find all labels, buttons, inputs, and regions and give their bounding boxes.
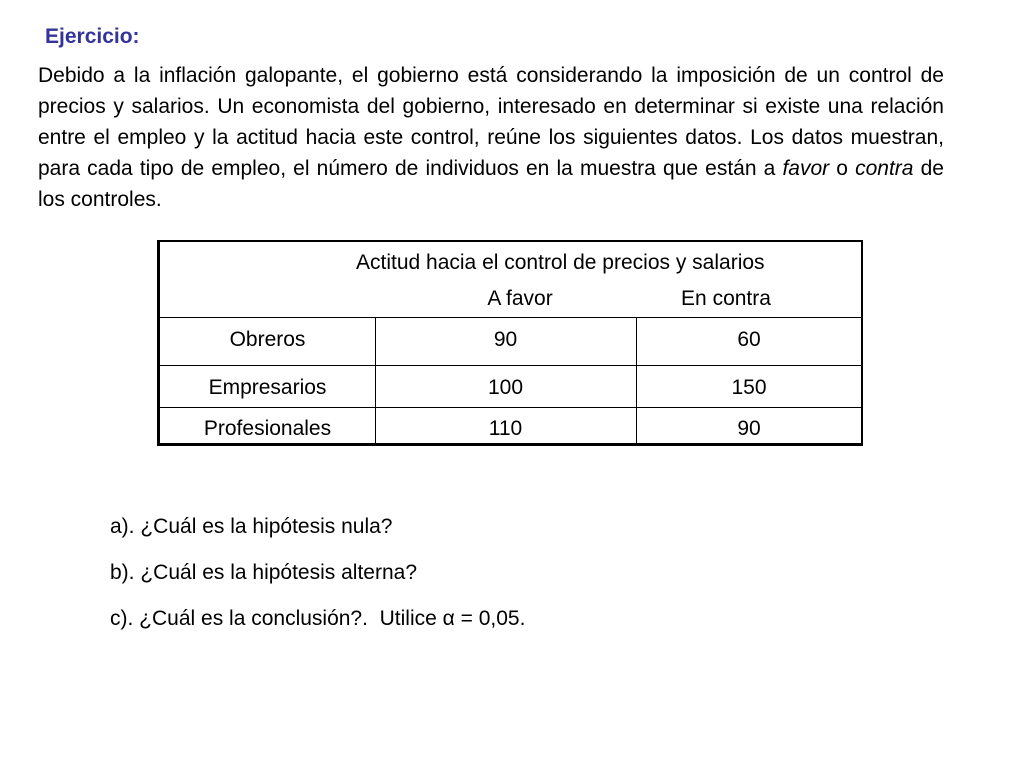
statement-text: Debido a la inflación galopante, el gobierno está considerando la imposición de un control de precios y salarios. Un economista del gobierno, interesado en determinar si existe una relación entre el empleo y la actitud hacia este control, reúne los siguientes datos. Los datos muestran, para cada tipo de empleo, el número de individuos en la muestra que están a bbox=[38, 64, 944, 180]
table-cell: 110 bbox=[488, 417, 523, 440]
table-cell: 100 bbox=[487, 376, 524, 399]
table-cell: 150 bbox=[731, 376, 767, 399]
column-header-favor: A favor bbox=[487, 287, 553, 310]
column-header-contra: En contra bbox=[681, 287, 771, 310]
question-a: a). ¿Cuál es la hipótesis nula? bbox=[110, 515, 393, 538]
question-c: c). ¿Cuál es la conclusión?. Utilice α = 0,05. bbox=[110, 607, 526, 630]
row-divider bbox=[160, 407, 861, 408]
table-header: Actitud hacia el control de precios y salarios bbox=[356, 251, 765, 274]
row-divider bbox=[160, 365, 861, 366]
statement-or: o bbox=[829, 157, 856, 180]
table-cell: 90 bbox=[493, 328, 518, 351]
row-divider bbox=[160, 317, 861, 318]
statement-end: de los controles. bbox=[38, 157, 944, 211]
question-b: b). ¿Cuál es la hipótesis alterna? bbox=[110, 561, 417, 584]
problem-statement bbox=[38, 60, 944, 215]
row-label: Empresarios bbox=[208, 376, 327, 399]
exercise-title: Ejercicio: bbox=[45, 25, 140, 48]
table-cell: 90 bbox=[737, 417, 761, 440]
row-label: Obreros bbox=[229, 328, 306, 351]
table-cell: 60 bbox=[737, 328, 761, 351]
row-label: Profesionales bbox=[203, 417, 332, 440]
data-table bbox=[157, 240, 863, 446]
contra-word: contra bbox=[855, 157, 914, 180]
favor-word: favor bbox=[782, 157, 830, 180]
